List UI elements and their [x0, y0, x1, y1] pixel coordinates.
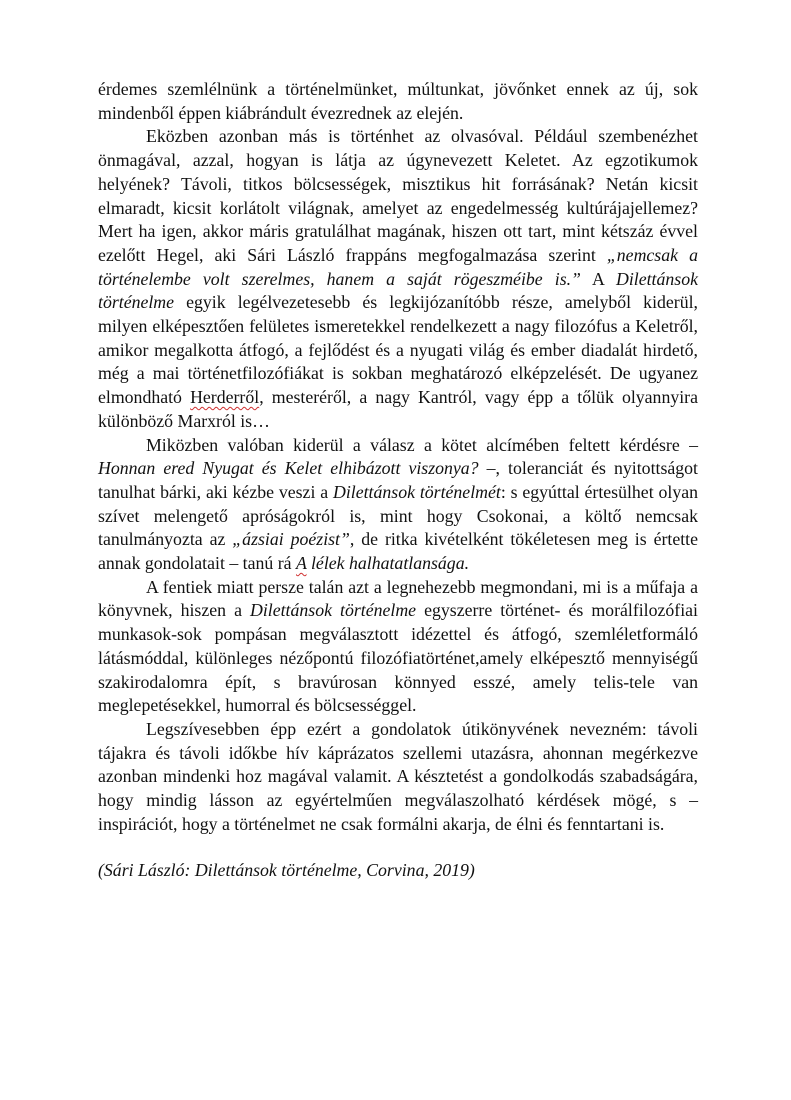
book-title: Dilettánsok történelme	[98, 268, 698, 313]
paragraph-4	[98, 576, 698, 718]
paragraph-5	[98, 718, 698, 837]
paragraph-4-text-b: egyszerre történet- és morálfilozófiai munkasok-sok pompásan megválasztott idézettel és átfogó, szemléletformáló látásmóddal, különleges nézőpontú filozófiatörténet,amely elképesztő mennyiségű szakirodalomra épít, s bravúrosan könnyed esszé, amely telis-tele van meglepetésekkel, humorral és bölcsességgel.	[98, 600, 698, 716]
paragraph-2-text-b: A	[580, 268, 616, 289]
hegel-quote: „nemcsak a történelembe volt szerelmes, hanem a saját rögeszméibe is.”	[98, 244, 698, 289]
paragraph-2-text-a: Eközben azonban más is történhet az olvasóval. Például szembenézhet önmagával, azzal, hogyan is látja az úgynevezett Keletet. Az egzotikumok helyének? Távoli, titkos bölcsességek, misztikus hit forrásának? Netán kicsit elmaradt, kicsit korlátolt világnak, amelyet az engedelmesség kultúrájajellemez? Mert ha igen, akkor máris gratulálhat magának, hiszen ott tart, mint kétszáz évvel ezelőtt Hegel, aki Sári László frappáns megfogalmazása szerint	[98, 126, 698, 265]
paragraph-4-text-a: A fentiek miatt persze talán azt a legnehezebb megmondani, mi is a műfaja a könyvnek, hiszen a	[98, 576, 698, 621]
document-page	[98, 78, 698, 882]
paragraph-3-text-d: , de ritka kivételként tökéletesen meg is értette annak gondolatait – tanú rá	[98, 529, 698, 574]
book-subtitle: – Honnan ered Nyugat és Kelet elhibázott viszonya?	[98, 434, 698, 479]
paragraph-1	[98, 78, 698, 125]
book-title: Dilettánsok történelme	[250, 600, 417, 621]
csokonai-quote: „ázsiai poézist”	[232, 529, 350, 550]
book-title: Dilettánsok történelmét	[333, 481, 501, 502]
paragraph-2-text-c: egyik legélvezetesebb és legkijózanítóbb része, amelyből kiderül, milyen elképesztően felületes ismeretekkel rendelkezett a nagy filozófus a Keletről, amikor megalkotta átfogó, a fejlődést és a nyugati világ és ember diadalát hirdető, még a mai történetfilozófiákat is sokban meghatározó elképzelését. De ugyanez elmondható	[98, 292, 698, 408]
paragraph-2-text-d: , mesteréről, a nagy Kantról, vagy épp a tőlük olyannyira különböző Marxról is…	[98, 387, 698, 431]
spellcheck-word-a[interactable]: A	[296, 553, 307, 574]
paragraph-1-text: érdemes szemlélnünk a történelmünket, múltunkat, jövőnket ennek az új, sok mindenből éppen kiábrándult évezrednek az elején.	[98, 79, 698, 123]
paragraph-3-text-b: –, toleranciát és nyitottságot tanulhat bárki, aki kézbe veszi a	[98, 458, 698, 502]
paragraph-3-text-a: Miközben valóban kiderül a válasz a kötet alcímében feltett kérdésre	[146, 434, 690, 455]
paragraph-5-text: Legszívesebben épp ezért a gondolatok útikönyvének nevezném: távoli tájakra és távoli időkbe hív káprázatos szellemi utazásra, ahonnan megérkezve azonban mindenki hoz magával valamit. A késztetést a gondolkodás szabadságára, hogy mindig lásson az egyértelműen megválaszolható kérdések mögé, s – inspirációt, hogy a történelmet ne csak formálni akarja, de élni és fenntartani is.	[98, 718, 698, 834]
work-title: lélek halhatatlansága.	[306, 553, 470, 574]
paragraph-3-text-c: : s egyúttal értesülhet olyan szívet melengető apróságokról is, mint hogy Csokonai, a költő nemcsak tanulmányozta az	[98, 481, 698, 550]
paragraph-3	[98, 434, 698, 576]
paragraph-2	[98, 125, 698, 433]
citation: (Sári László: Dilettánsok történelme, Corvina, 2019)	[98, 859, 475, 880]
spellcheck-word-herder[interactable]: Herderről	[190, 387, 260, 408]
